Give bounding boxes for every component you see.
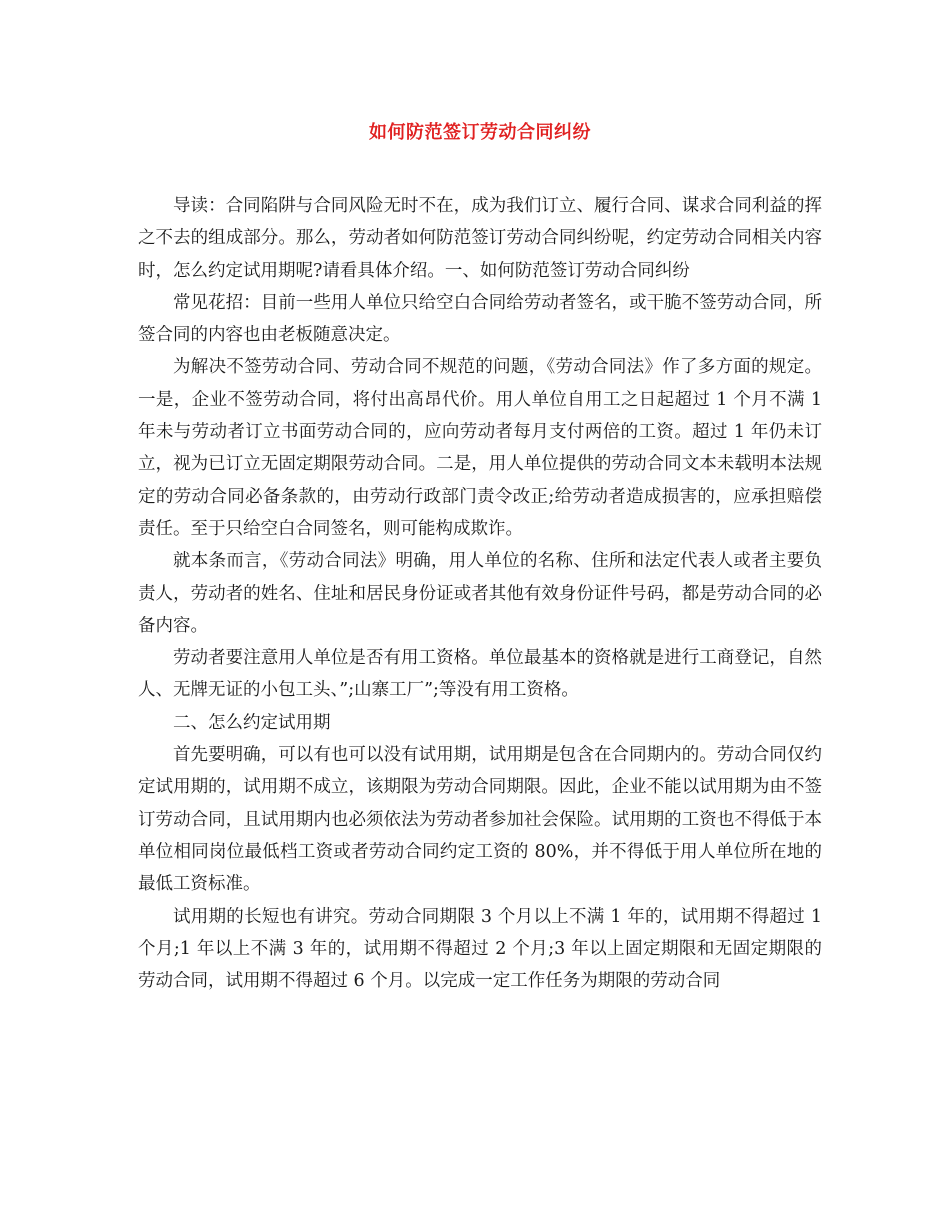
document-body: [138, 190, 822, 997]
paragraph-probation-length: 试用期的长短也有讲究。劳动合同期限 3 个月以上不满 1 年的，试用期不得超过 1 个月;1 年以上不满 3 年的，试用期不得超过 2 个月;3 年以上固定期限和无固定期限的劳动合同，试用期不得超过 6 个月。以完成一定工作任务为期限的劳动合同: [138, 906, 822, 992]
paragraph-labor-law-provisions: 为解决不签劳动合同、劳动合同不规范的问题，《劳动合同法》作了多方面的规定。一是，企业不签劳动合同，将付出高昂代价。用人单位自用工之日起超过 1 个月不满 1 年未与劳动者订立书面劳动合同的，应向劳动者每月支付两倍的工资。超过 1 年仍未订立，视为已订立无固定期限劳动合同。二是，用人单位提供的劳动合同文本未载明本法规定的劳动合同必备条款的，由劳动行政部门责令改正;给劳动者造成损害的，应承担赔偿责任。至于只给空白合同签名，则可能构成欺诈。: [138, 357, 822, 539]
paragraph-common-tricks: 常见花招：目前一些用人单位只给空白合同给劳动者签名，或干脆不签劳动合同，所签合同的内容也由老板随意决定。: [138, 292, 822, 346]
paragraph-intro: 导读：合同陷阱与合同风险无时不在，成为我们订立、履行合同、谋求合同利益的挥之不去的组成部分。那么，劳动者如何防范签订劳动合同纠纷呢，约定劳动合同相关内容时，怎么约定试用期呢?请看具体介绍。一、如何防范签订劳动合同纠纷: [138, 196, 822, 281]
paragraph-required-content: 就本条而言，《劳动合同法》明确，用人单位的名称、住所和法定代表人或者主要负责人，劳动者的姓名、住址和居民身份证或者其他有效身份证件号码，都是劳动合同的必备内容。: [138, 551, 822, 636]
paragraph-probation-basics: 首先要明确，可以有也可以没有试用期，试用期是包含在合同期内的。劳动合同仅约定试用期的，试用期不成立，该期限为劳动合同期限。因此，企业不能以试用期为由不签订劳动合同，且试用期内也必须依法为劳动者参加社会保险。试用期的工资也不得低于本单位相同岗位最低档工资或者劳动合同约定工资的 80%，并不得低于用人单位所在地的最低工资标准。: [138, 745, 822, 895]
section-heading-probation: 二、怎么约定试用期: [173, 712, 331, 733]
document-title: 如何防范签订劳动合同纠纷: [369, 122, 591, 143]
paragraph-employer-qualification: 劳动者要注意用人单位是否有用工资格。单位最基本的资格就是进行工商登记，自然人、无牌无证的小包工头、”;山寨工厂”;等没有用工资格。: [138, 648, 822, 701]
